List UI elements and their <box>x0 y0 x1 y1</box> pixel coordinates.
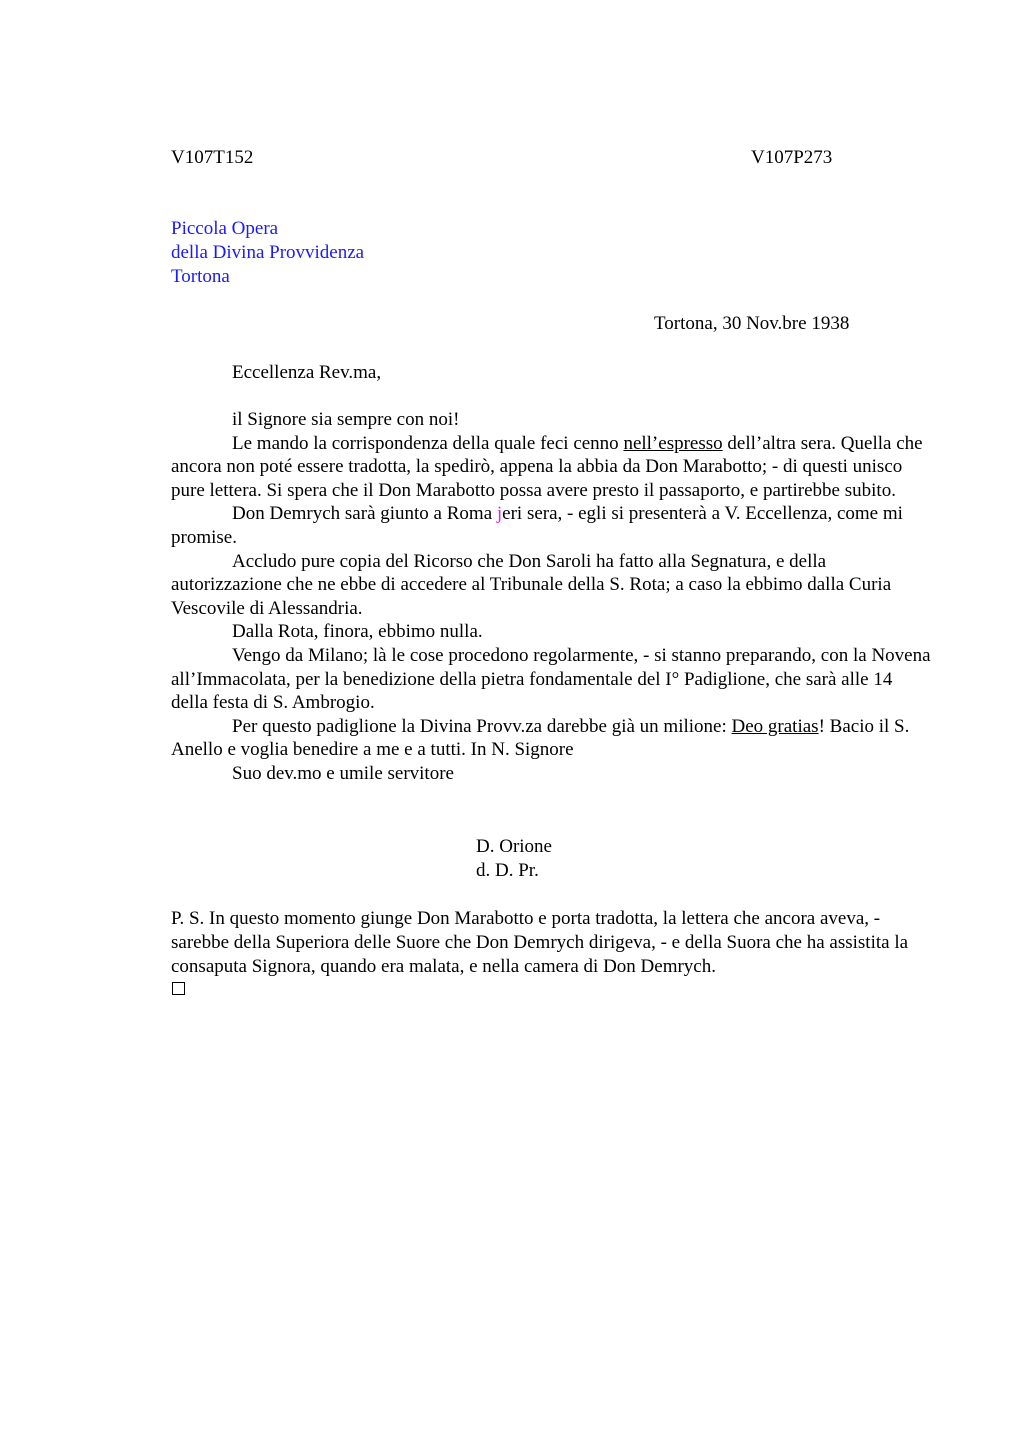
body-paragraph-7 <box>171 715 931 762</box>
header-right-code: V107P273 <box>751 147 833 168</box>
body-paragraph-2-text-a: Le mando la corrispondenza della quale feci cenno <box>232 432 624 454</box>
letterhead-line-3: Tortona <box>171 266 230 287</box>
signature-name: D. Orione <box>476 836 552 857</box>
salutation: Eccellenza Rev.ma, <box>232 362 382 383</box>
empty-checkbox-symbol <box>172 982 185 995</box>
letter-date: Tortona, 30 Nov.bre 1938 <box>654 313 850 334</box>
body-paragraph-8: Suo dev.mo e umile servitore <box>232 762 454 784</box>
body-paragraph-2-text-b: dell’altra sera. Quella che ancora non poté essere tradotta, la spedirò, appena la abbia da Don Marabotto; - di questi unisco pure lettera. Si spera che il Don Marabotto possa avere presto il passaporto, e partirebbe subito. <box>171 432 923 501</box>
signature-title: d. D. Pr. <box>476 860 539 881</box>
body-paragraph-5: Dalla Rota, finora, ebbimo nulla. <box>232 621 483 643</box>
body-paragraph-6: Vengo da Milano; là le cose procedono regolarmente, - si stanno preparando, con la Novena all’Immacolata, per la benedizione della pietra fondamentale del I° Padiglione, che sarà alle 14 della festa di S. Ambrogio. <box>171 644 931 714</box>
underlined-deo-gratias: Deo gratias <box>731 715 819 737</box>
header-left-code: V107T152 <box>171 147 254 168</box>
body-paragraph-3-text-b: eri sera, - egli si presenterà a V. Eccellenza, come mi promise. <box>171 503 903 548</box>
body-paragraph-4: Accludo pure copia del Ricorso che Don Saroli ha fatto alla Segnatura, e della autorizzazione che ne ebbe di accedere al Tribunale della S. Rota; a caso la ebbimo dalla Curia Vescovile di Alessandria. <box>171 550 892 619</box>
body-paragraph-1: il Signore sia sempre con noi! <box>232 409 460 430</box>
letterhead-line-2: della Divina Provvidenza <box>171 242 365 263</box>
body-paragraph-3 <box>171 502 931 549</box>
letter-body <box>171 408 931 786</box>
highlighted-letter-j: j <box>496 503 503 525</box>
body-paragraph-2 <box>171 432 931 503</box>
underlined-espresso: nell’espresso <box>623 432 723 454</box>
body-paragraph-7-text-b: ! Bacio il S. Anello e voglia benedire a me e a tutti. In N. Signore <box>171 715 910 761</box>
postscript: P. S. In questo momento giunge Don Marabotto e porta tradotta, la lettera che ancora aveva, - sarebbe della Superiora delle Suore che Don Demrych dirigeva, - e della Suora che ha assistita la consaputa Signora, quando era malata, e nella camera di Don Demrych. <box>171 908 909 977</box>
body-paragraph-3-text-a: Don Demrych sarà giunto a Roma <box>232 503 497 525</box>
letterhead-line-1: Piccola Opera <box>171 218 279 239</box>
body-paragraph-7-text-a: Per questo padiglione la Divina Provv.za darebbe già un milione: <box>232 715 732 737</box>
